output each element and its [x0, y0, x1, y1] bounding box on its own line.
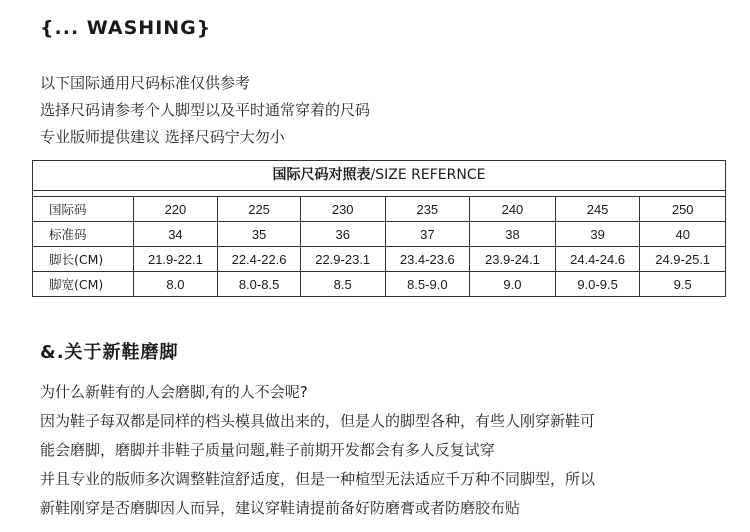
size-table-title-cn: 国际尺码对照表	[272, 167, 371, 183]
table-cell: 8.0-8.5	[217, 272, 300, 296]
body-line: 因为鞋子每双都是同样的档头模具做出来的，但是人的脚型各种，有些人刚穿新鞋可	[40, 412, 596, 430]
table-cell: 23.4-23.6	[385, 247, 470, 271]
body-line: 新鞋刚穿是否磨脚因人而异，建议穿鞋请提前备好防磨膏或者防磨胶布贴	[40, 499, 521, 517]
table-cell: 240	[469, 197, 555, 221]
table-cell: 250	[639, 197, 725, 221]
body-line: 能会磨脚，磨脚并非鞋子质量问题,鞋子前期开发都会有多人反复试穿	[40, 441, 495, 459]
table-cell: 230	[300, 197, 385, 221]
new-shoe-heading: &.关于新鞋磨脚	[40, 342, 179, 363]
table-row	[33, 221, 725, 246]
size-reference-table	[32, 160, 726, 297]
table-row	[33, 197, 725, 221]
table-cell: 9.0-9.5	[555, 272, 640, 296]
intro-paragraph	[40, 70, 370, 151]
table-cell: 8.5	[300, 272, 385, 296]
row-label: 国际码	[49, 202, 87, 217]
intro-line: 以下国际通用尺码标准仅供参考	[40, 74, 251, 92]
table-cell: 38	[469, 222, 555, 246]
table-row	[33, 271, 725, 296]
intro-line: 专业版师提供建议 选择尺码宁大勿小	[40, 128, 285, 146]
table-cell: 220	[133, 197, 218, 221]
row-label: 脚长(CM)	[49, 252, 104, 267]
table-cell: 22.9-23.1	[300, 247, 385, 271]
intro-line: 选择尺码请参考个人脚型以及平时通常穿着的尺码	[40, 101, 371, 119]
table-cell: 23.9-24.1	[469, 247, 555, 271]
table-cell: 245	[555, 197, 640, 221]
new-shoe-paragraph	[40, 378, 595, 523]
table-cell: 24.4-24.6	[555, 247, 640, 271]
size-table-title	[33, 161, 725, 191]
table-cell: 9.5	[639, 272, 725, 296]
table-cell: 21.9-22.1	[133, 247, 218, 271]
table-cell: 9.0	[469, 272, 555, 296]
table-cell: 8.5-9.0	[385, 272, 470, 296]
size-table-title-en: /SIZE REFERNCE	[370, 167, 486, 183]
table-cell: 225	[217, 197, 300, 221]
table-cell: 8.0	[133, 272, 218, 296]
table-row	[33, 246, 725, 271]
row-label: 标准码	[49, 227, 87, 242]
row-label: 脚宽(CM)	[49, 277, 104, 292]
table-cell: 39	[555, 222, 640, 246]
body-line: 并且专业的版师多次调整鞋渲舒适度，但是一种楦型无法适应千万种不同脚型，所以	[40, 470, 596, 488]
table-cell: 35	[217, 222, 300, 246]
table-cell: 235	[385, 197, 470, 221]
body-line: 为什么新鞋有的人会磨脚,有的人不会呢?	[40, 383, 308, 401]
table-cell: 34	[133, 222, 218, 246]
size-table-body	[33, 197, 725, 296]
table-cell: 22.4-22.6	[217, 247, 300, 271]
washing-heading: {... WASHING}	[40, 17, 212, 39]
table-cell: 36	[300, 222, 385, 246]
table-cell: 37	[385, 222, 470, 246]
table-cell: 24.9-25.1	[639, 247, 725, 271]
table-cell: 40	[639, 222, 725, 246]
